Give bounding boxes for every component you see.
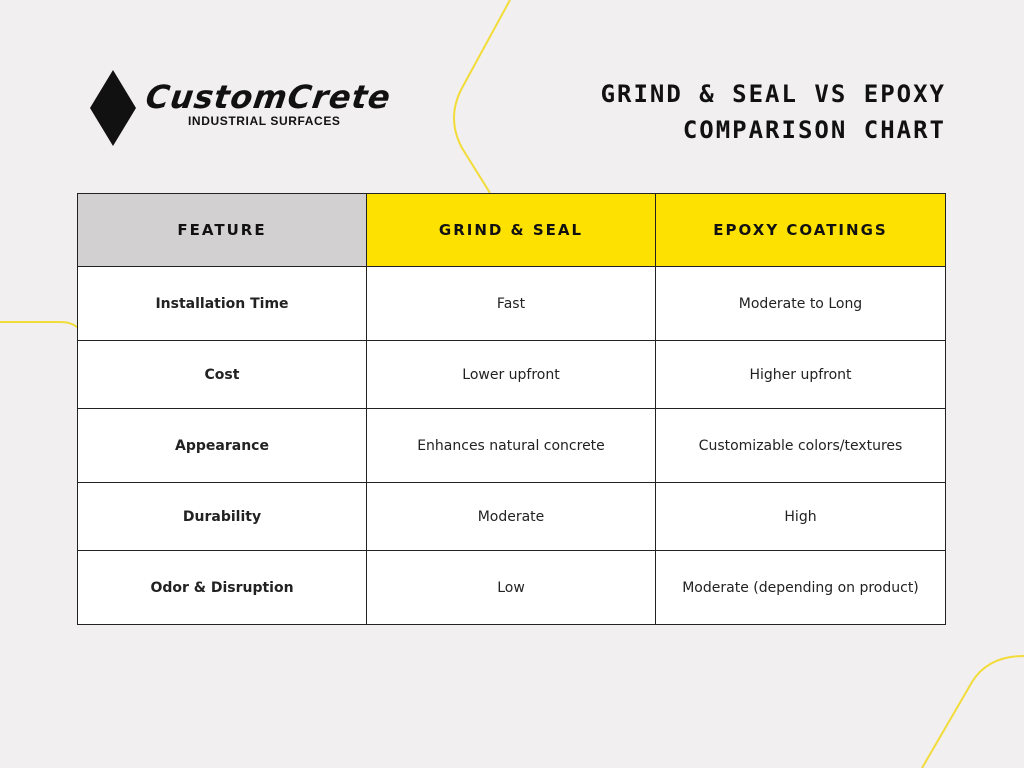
epoxy-cell: Moderate (depending on product) <box>656 551 946 625</box>
logo-subtitle-text: INDUSTRIAL SURFACES <box>188 114 341 128</box>
feature-cell: Installation Time <box>78 267 367 341</box>
table-row <box>78 267 946 341</box>
header-feature: FEATURE <box>78 194 367 267</box>
diamond-logo-icon <box>88 70 138 146</box>
feature-cell: Appearance <box>78 409 367 483</box>
title-line-2: COMPARISON CHART <box>682 116 946 144</box>
grind-seal-cell: Fast <box>367 267 656 341</box>
decor-line-bottom-right <box>922 656 1024 768</box>
table-row <box>78 409 946 483</box>
comparison-table <box>77 193 946 625</box>
decor-line-left <box>0 322 78 328</box>
feature-cell: Durability <box>78 483 367 551</box>
logo-brand-text: CustomCrete <box>143 78 394 116</box>
decor-line-top <box>454 0 510 193</box>
feature-cell: Odor & Disruption <box>78 551 367 625</box>
epoxy-cell: Higher upfront <box>656 341 946 409</box>
epoxy-cell: Moderate to Long <box>656 267 946 341</box>
table-row <box>78 483 946 551</box>
table-header-row <box>78 194 946 267</box>
page-title <box>601 76 946 148</box>
table-row <box>78 341 946 409</box>
feature-cell: Cost <box>78 341 367 409</box>
company-logo <box>88 70 408 146</box>
title-line-1: GRIND & SEAL VS EPOXY <box>600 80 946 108</box>
header-epoxy-coatings: EPOXY COATINGS <box>656 194 946 267</box>
table-row <box>78 551 946 625</box>
grind-seal-cell: Moderate <box>367 483 656 551</box>
grind-seal-cell: Low <box>367 551 656 625</box>
epoxy-cell: Customizable colors/textures <box>656 409 946 483</box>
grind-seal-cell: Lower upfront <box>367 341 656 409</box>
epoxy-cell: High <box>656 483 946 551</box>
header-grind-seal: GRIND & SEAL <box>367 194 656 267</box>
grind-seal-cell: Enhances natural concrete <box>367 409 656 483</box>
